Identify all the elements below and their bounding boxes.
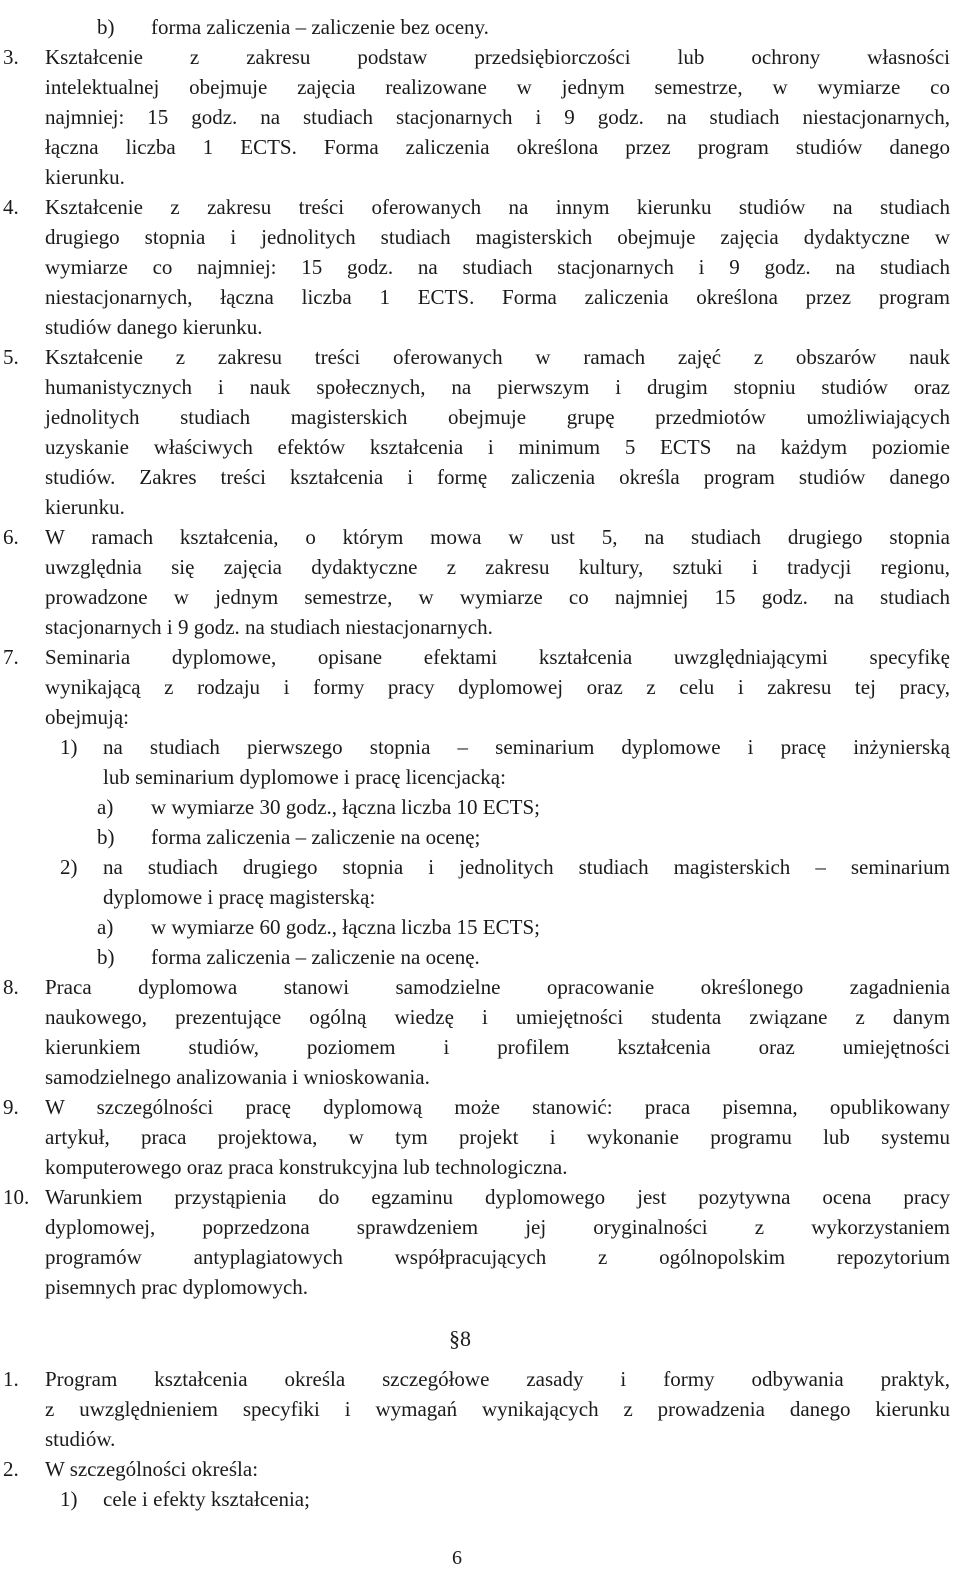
page-number: 6	[452, 1547, 462, 1569]
list-marker: 2)	[60, 855, 78, 879]
text-line: pisemnych prac dyplomowych.	[45, 1275, 309, 1299]
text-line: wynikającą z rodzaju i formy pracy dyplomowej oraz z celu i zakresu tej pracy,	[45, 675, 950, 699]
text-line: forma zaliczenia – zaliczenie na ocenę;	[151, 825, 481, 849]
list-marker: 4.	[3, 195, 19, 219]
text-line: Praca dyplomowa stanowi samodzielne opracowanie określonego zagadnienia	[45, 975, 950, 999]
list-marker: 10.	[3, 1185, 30, 1209]
list-marker: 1.	[3, 1367, 19, 1391]
text-line: wymiarze co najmniej: 15 godz. na studiach stacjonarnych i 9 godz. na studiach	[45, 255, 950, 279]
text-line: studiów.	[45, 1427, 116, 1451]
list-marker: a)	[97, 795, 114, 819]
text-line: prowadzone w jednym semestrze, w wymiarze co najmniej 15 godz. na studiach	[45, 585, 950, 609]
text-line: samodzielnego analizowania i wnioskowania.	[45, 1065, 430, 1089]
text-line: forma zaliczenia – zaliczenie bez oceny.	[151, 15, 489, 39]
text-line: na studiach drugiego stopnia i jednolitych studiach magisterskich – seminarium	[103, 855, 950, 879]
text-line: najmniej: 15 godz. na studiach stacjonarnych i 9 godz. na studiach niestacjonarnych,	[45, 105, 950, 129]
list-marker: 5.	[3, 345, 19, 369]
text-line: kierunku.	[45, 165, 125, 189]
text-line: stacjonarnych i 9 godz. na studiach niestacjonarnych.	[45, 615, 493, 639]
list-marker: 1)	[60, 735, 78, 759]
text-line: intelektualnej obejmuje zajęcia realizowane w jednym semestrze, w wymiarze co	[45, 75, 950, 99]
text-line: w wymiarze 30 godz., łączna liczba 10 ECTS;	[151, 795, 540, 819]
text-line: dyplomowe i pracę magisterską:	[103, 885, 376, 909]
text-line: kierunku.	[45, 495, 125, 519]
text-line: programów antyplagiatowych współpracujących z ogólnopolskim repozytorium	[45, 1245, 950, 1269]
list-marker: 6.	[3, 525, 19, 549]
text-line: artykuł, praca projektowa, w tym projekt i wykonanie programu lub systemu	[45, 1125, 950, 1149]
text-line: naukowego, prezentujące ogólną wiedzę i umiejętności studenta związane z danym	[45, 1005, 950, 1029]
text-line: studiów danego kierunku.	[45, 315, 263, 339]
text-line: W szczególności pracę dyplomową może stanowić: praca pisemna, opublikowany	[45, 1095, 950, 1119]
text-line: uzyskanie właściwych efektów kształcenia i minimum 5 ECTS na każdym poziomie	[45, 435, 950, 459]
list-marker: 8.	[3, 975, 19, 999]
text-line: z uwzględnieniem specyfiki i wymagań wynikających z prowadzenia danego kierunku	[45, 1397, 950, 1421]
text-line: komputerowego oraz praca konstrukcyjna lub technologiczna.	[45, 1155, 568, 1179]
list-marker: b)	[97, 825, 115, 849]
text-line: W szczególności określa:	[45, 1457, 259, 1481]
text-line: łączna liczba 1 ECTS. Forma zaliczenia określona przez program studiów danego	[45, 135, 950, 159]
text-line: Program kształcenia określa szczegółowe zasady i formy odbywania praktyk,	[45, 1367, 950, 1391]
text-line: humanistycznych i nauk społecznych, na pierwszym i drugim stopniu studiów oraz	[45, 375, 950, 399]
list-marker: 1)	[60, 1487, 78, 1511]
text-line: W ramach kształcenia, o którym mowa w ust 5, na studiach drugiego stopnia	[45, 525, 950, 549]
text-line: studiów. Zakres treści kształcenia i formę zaliczenia określa program studiów danego	[45, 465, 950, 489]
text-line: Seminaria dyplomowe, opisane efektami kształcenia uwzględniającymi specyfikę	[45, 645, 950, 669]
text-line: drugiego stopnia i jednolitych studiach magisterskich obejmuje zajęcia dydaktyczne w	[45, 225, 950, 249]
text-line: dyplomowej, poprzedzona sprawdzeniem jej oryginalności z wykorzystaniem	[45, 1215, 950, 1239]
text-line: Kształcenie z zakresu treści oferowanych na innym kierunku studiów na studiach	[45, 195, 950, 219]
section-heading: §8	[449, 1326, 471, 1351]
list-marker: b)	[97, 15, 115, 39]
text-line: lub seminarium dyplomowe i pracę licencjacką:	[103, 765, 506, 789]
text-line: Warunkiem przystąpienia do egzaminu dyplomowego jest pozytywna ocena pracy	[45, 1185, 950, 1209]
list-marker: 2.	[3, 1457, 19, 1481]
list-marker: b)	[97, 945, 115, 969]
text-line: jednolitych studiach magisterskich obejmuje grupę przedmiotów umożliwiających	[45, 405, 950, 429]
text-line: na studiach pierwszego stopnia – seminarium dyplomowe i pracę inżynierską	[103, 735, 950, 759]
text-line: forma zaliczenia – zaliczenie na ocenę.	[151, 945, 480, 969]
list-marker: 3.	[3, 45, 19, 69]
text-line: cele i efekty kształcenia;	[103, 1487, 310, 1511]
text-line: niestacjonarnych, łączna liczba 1 ECTS. Forma zaliczenia określona przez program	[45, 285, 950, 309]
text-line: obejmują:	[45, 705, 129, 729]
list-marker: a)	[97, 915, 114, 939]
text-line: kierunkiem studiów, poziomem i profilem kształcenia oraz umiejętności	[45, 1035, 950, 1059]
list-marker: 9.	[3, 1095, 19, 1119]
text-line: Kształcenie z zakresu treści oferowanych w ramach zajęć z obszarów nauk	[45, 345, 950, 369]
list-marker: 7.	[3, 645, 19, 669]
text-line: Kształcenie z zakresu podstaw przedsiębiorczości lub ochrony własności	[45, 45, 950, 69]
text-line: uwzględnia się zajęcia dydaktyczne z zakresu kultury, sztuki i tradycji regionu,	[45, 555, 950, 579]
text-line: w wymiarze 60 godz., łączna liczba 15 ECTS;	[151, 915, 540, 939]
